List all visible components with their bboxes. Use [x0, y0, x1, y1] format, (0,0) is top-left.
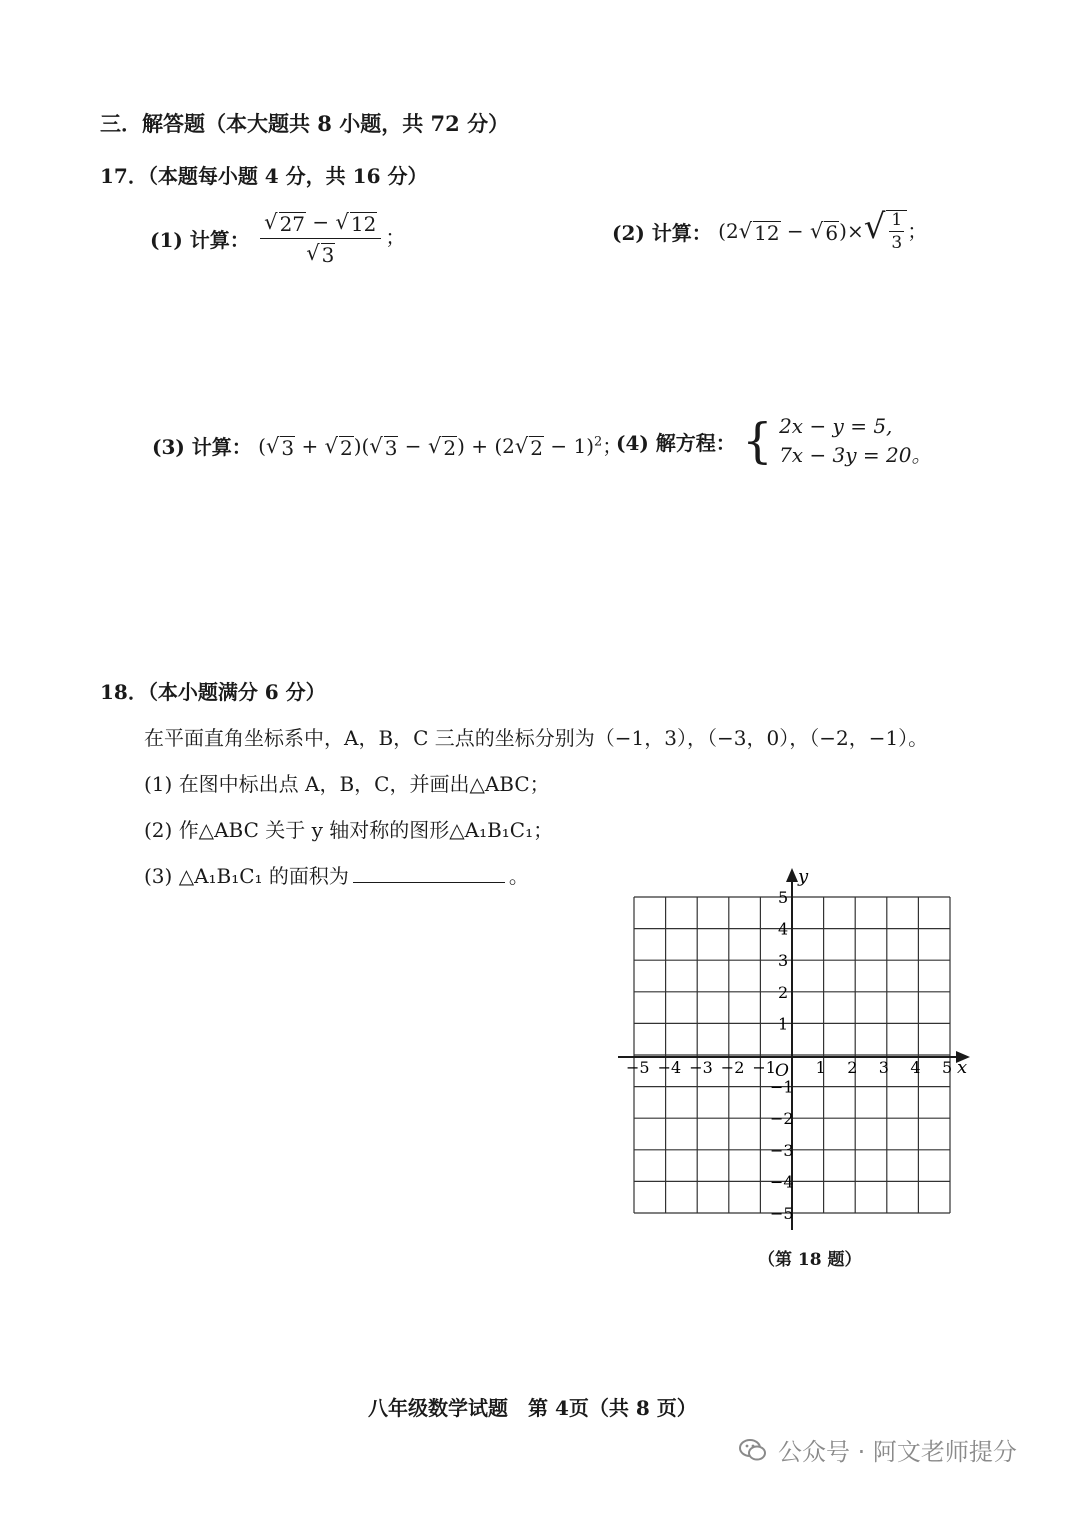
x-tick-label: 1 [815, 1058, 826, 1077]
y-tick-label: −2 [770, 1109, 794, 1129]
question-18-heading [100, 676, 326, 705]
equation-system [779, 412, 931, 470]
expression: √ 27 − √ 12 √ 3 ； [256, 210, 405, 267]
y-tick-label: 4 [778, 919, 789, 939]
y-tick-label: −4 [770, 1172, 794, 1192]
figure-caption: （第 18 题） [758, 1250, 862, 1270]
x-tick-label: 4 [910, 1058, 921, 1077]
part-label: (4) 解方程： [616, 430, 736, 455]
x-tick-label: −3 [689, 1058, 713, 1077]
section-title: 三．解答题（本大题共 8 小题，共 72 分） [100, 111, 510, 136]
q18-intro: 在平面直角坐标系中，A，B，C 三点的坐标分别为（−1，3），（−3，0），（−2，−1）。 [144, 726, 929, 750]
x-axis-label: x [957, 1057, 968, 1078]
brace: { [742, 413, 773, 469]
q18-part-3: (3) △A₁B₁C₁ 的面积为 。 [144, 864, 529, 888]
question-number: 18． [100, 680, 148, 704]
expression: ( √ 3 + √ 2 )( √ 3 − √ 2 ) + (2 √ 2 − 1)$^2$； [258, 434, 623, 460]
y-tick-label: −5 [770, 1204, 794, 1223]
q17-part-1 [150, 210, 405, 267]
part-label: (3) 计算： [152, 434, 252, 459]
y-tick-label: 3 [778, 951, 789, 971]
part-3-text: (3) △A₁B₁C₁ 的面积为 [144, 864, 349, 888]
x-tick-label: 2 [847, 1058, 858, 1077]
q17-part-3 [152, 430, 622, 460]
y-tick-label: 1 [778, 1014, 789, 1034]
question-points: （本小题满分 6 分） [147, 680, 326, 704]
x-tick-label: −2 [720, 1058, 745, 1077]
y-tick-label: 5 [778, 888, 789, 907]
y-tick-label: 2 [778, 982, 789, 1002]
x-tick-label: −5 [626, 1058, 650, 1077]
q17-part-2 [612, 207, 928, 253]
x-tick-label: 5 [942, 1058, 953, 1077]
answer-blank[interactable] [353, 882, 505, 883]
expression: (2 √ 12 − √ 6 )× √ $\frac{1}{3}$ ； [718, 207, 928, 253]
x-tick-label: −4 [657, 1058, 682, 1077]
origin-label: O [775, 1061, 789, 1081]
q17-part-4 [616, 412, 932, 470]
y-tick-label: −3 [770, 1140, 794, 1160]
y-axis-label: y [798, 866, 809, 887]
equation-1: 2x − y = 5, [779, 414, 893, 438]
question-17-heading [100, 160, 427, 189]
question-number: 17． [100, 164, 148, 188]
equation-2: 7x − 3y = 20。 [779, 443, 932, 467]
coordinate-grid [600, 860, 990, 1240]
x-tick-label: 3 [878, 1058, 889, 1077]
q18-part-1: (1) 在图中标出点 A，B，C，并画出△ABC； [144, 772, 550, 796]
watermark-text: 公众号 · 阿文老师提分 [778, 1438, 1017, 1466]
page-footer: 八年级数学试题 第 4页（共 8 页） [368, 1396, 697, 1420]
part-label: (1) 计算： [150, 228, 250, 252]
question-points: （本题每小题 4 分，共 16 分） [147, 164, 428, 188]
x-tick-label: −1 [752, 1058, 776, 1077]
axes [618, 868, 970, 1230]
part-label: (2) 计算： [612, 221, 712, 246]
y-axis-arrow [786, 868, 798, 882]
wechat-icon [738, 1435, 768, 1465]
watermark [738, 1432, 1017, 1467]
q18-part-2: (2) 作△ABC 关于 y 轴对称的图形△A₁B₁C₁； [144, 818, 554, 842]
y-tick-label: −1 [770, 1077, 794, 1097]
